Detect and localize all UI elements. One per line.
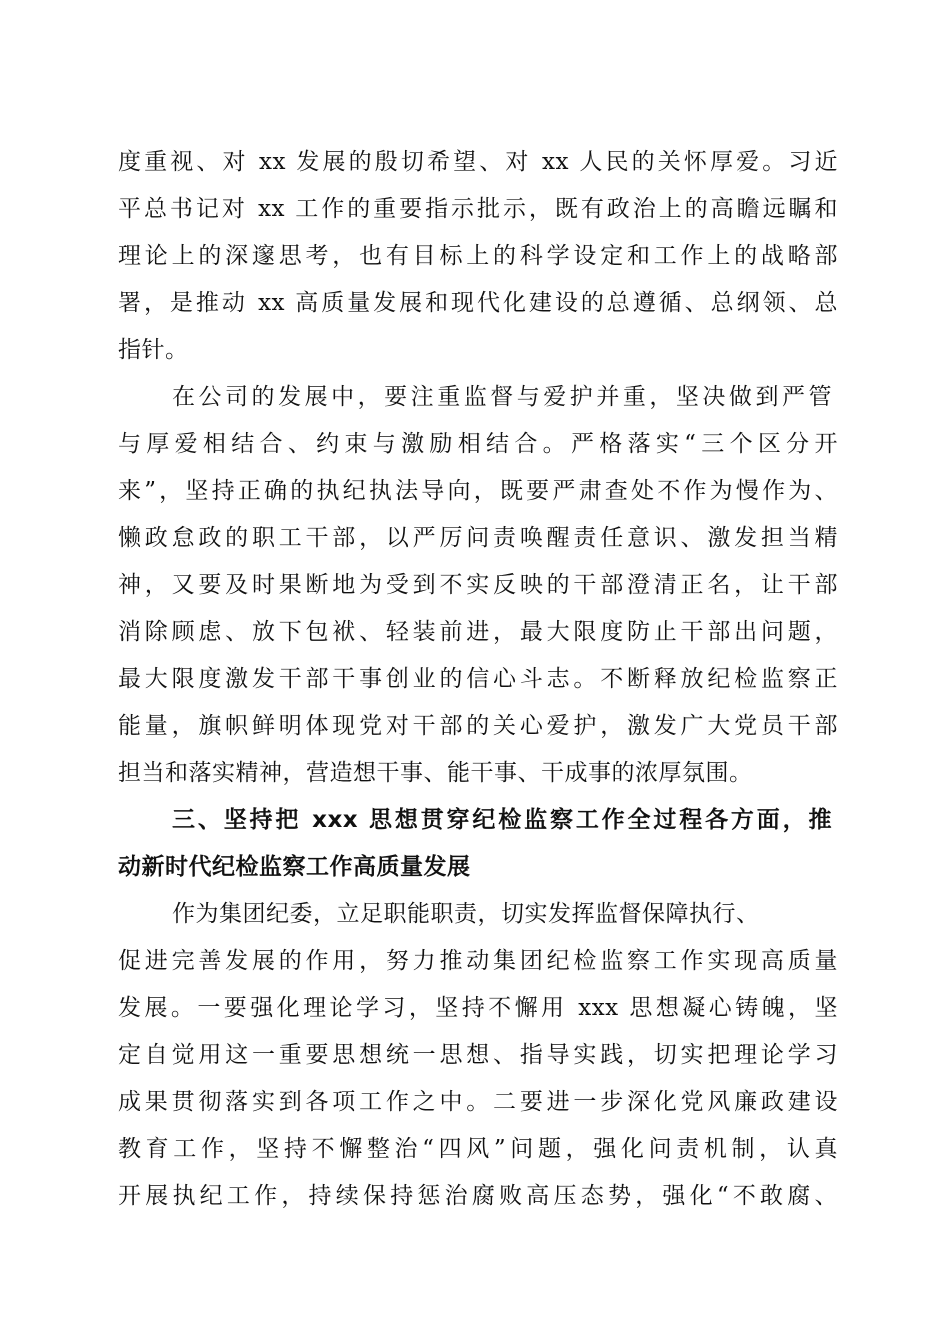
paragraph-line: 指针。 <box>118 337 189 363</box>
paragraph-line: 理论上的深邃思考，也有目标上的科学设定和工作上的战略部 <box>118 243 838 269</box>
paragraph-line: 平总书记对 xx 工作的重要指示批示，既有政治上的高瞻远瞩和 <box>118 196 838 222</box>
section-heading: 三、坚持把 xxx 思想贯穿纪检监察工作全过程各方面，推 <box>172 807 832 833</box>
paragraph-line: 发展。一要强化理论学习，坚持不懈用 xxx 思想凝心铸魄，坚 <box>118 995 838 1021</box>
paragraph-line: 度重视、对 xx 发展的殷切希望、对 xx 人民的关怀厚爱。习近 <box>118 149 838 175</box>
paragraph-line: 担当和落实精神，营造想干事、能干事、干成事的浓厚氛围。 <box>118 760 753 786</box>
paragraph-line: 能量，旗帜鲜明体现党对干部的关心爱护，激发广大党员干部 <box>118 713 838 739</box>
paragraph-line: 消除顾虑、放下包袱、轻装前进，最大限度防止干部出问题， <box>118 619 838 645</box>
section-heading: 动新时代纪检监察工作高质量发展 <box>118 854 471 880</box>
paragraph-line: 定自觉用这一重要思想统一思想、指导实践，切实把理论学习 <box>118 1042 838 1068</box>
paragraph-line: 最大限度激发干部干事创业的信心斗志。不断释放纪检监察正 <box>118 666 838 692</box>
paragraph-line: 神，又要及时果断地为受到不实反映的干部澄清正名，让干部 <box>118 572 838 598</box>
paragraph-line: 教育工作，坚持不懈整治“四风”问题，强化问责机制，认真 <box>118 1136 838 1162</box>
paragraph-line: 作为集团纪委，立足职能职责，切实发挥监督保障执行、 <box>172 901 760 927</box>
paragraph-line: 促进完善发展的作用，努力推动集团纪检监察工作实现高质量 <box>118 948 838 974</box>
paragraph-line: 成果贯彻落实到各项工作之中。二要进一步深化党风廉政建设 <box>118 1089 838 1115</box>
paragraph-line: 懒政怠政的职工干部，以严厉问责唤醒责任意识、激发担当精 <box>118 525 838 551</box>
paragraph-line: 署，是推动 xx 高质量发展和现代化建设的总遵循、总纲领、总 <box>118 290 838 316</box>
paragraph-line: 在公司的发展中，要注重监督与爱护并重，坚决做到严管 <box>172 384 832 410</box>
paragraph-line: 来”，坚持正确的执纪执法导向，既要严肃查处不作为慢作为、 <box>118 478 838 504</box>
paragraph-line: 与厚爱相结合、约束与激励相结合。严格落实“三个区分开 <box>118 431 838 457</box>
paragraph-line: 开展执纪工作，持续保持惩治腐败高压态势，强化“不敢腐、 <box>118 1183 838 1209</box>
